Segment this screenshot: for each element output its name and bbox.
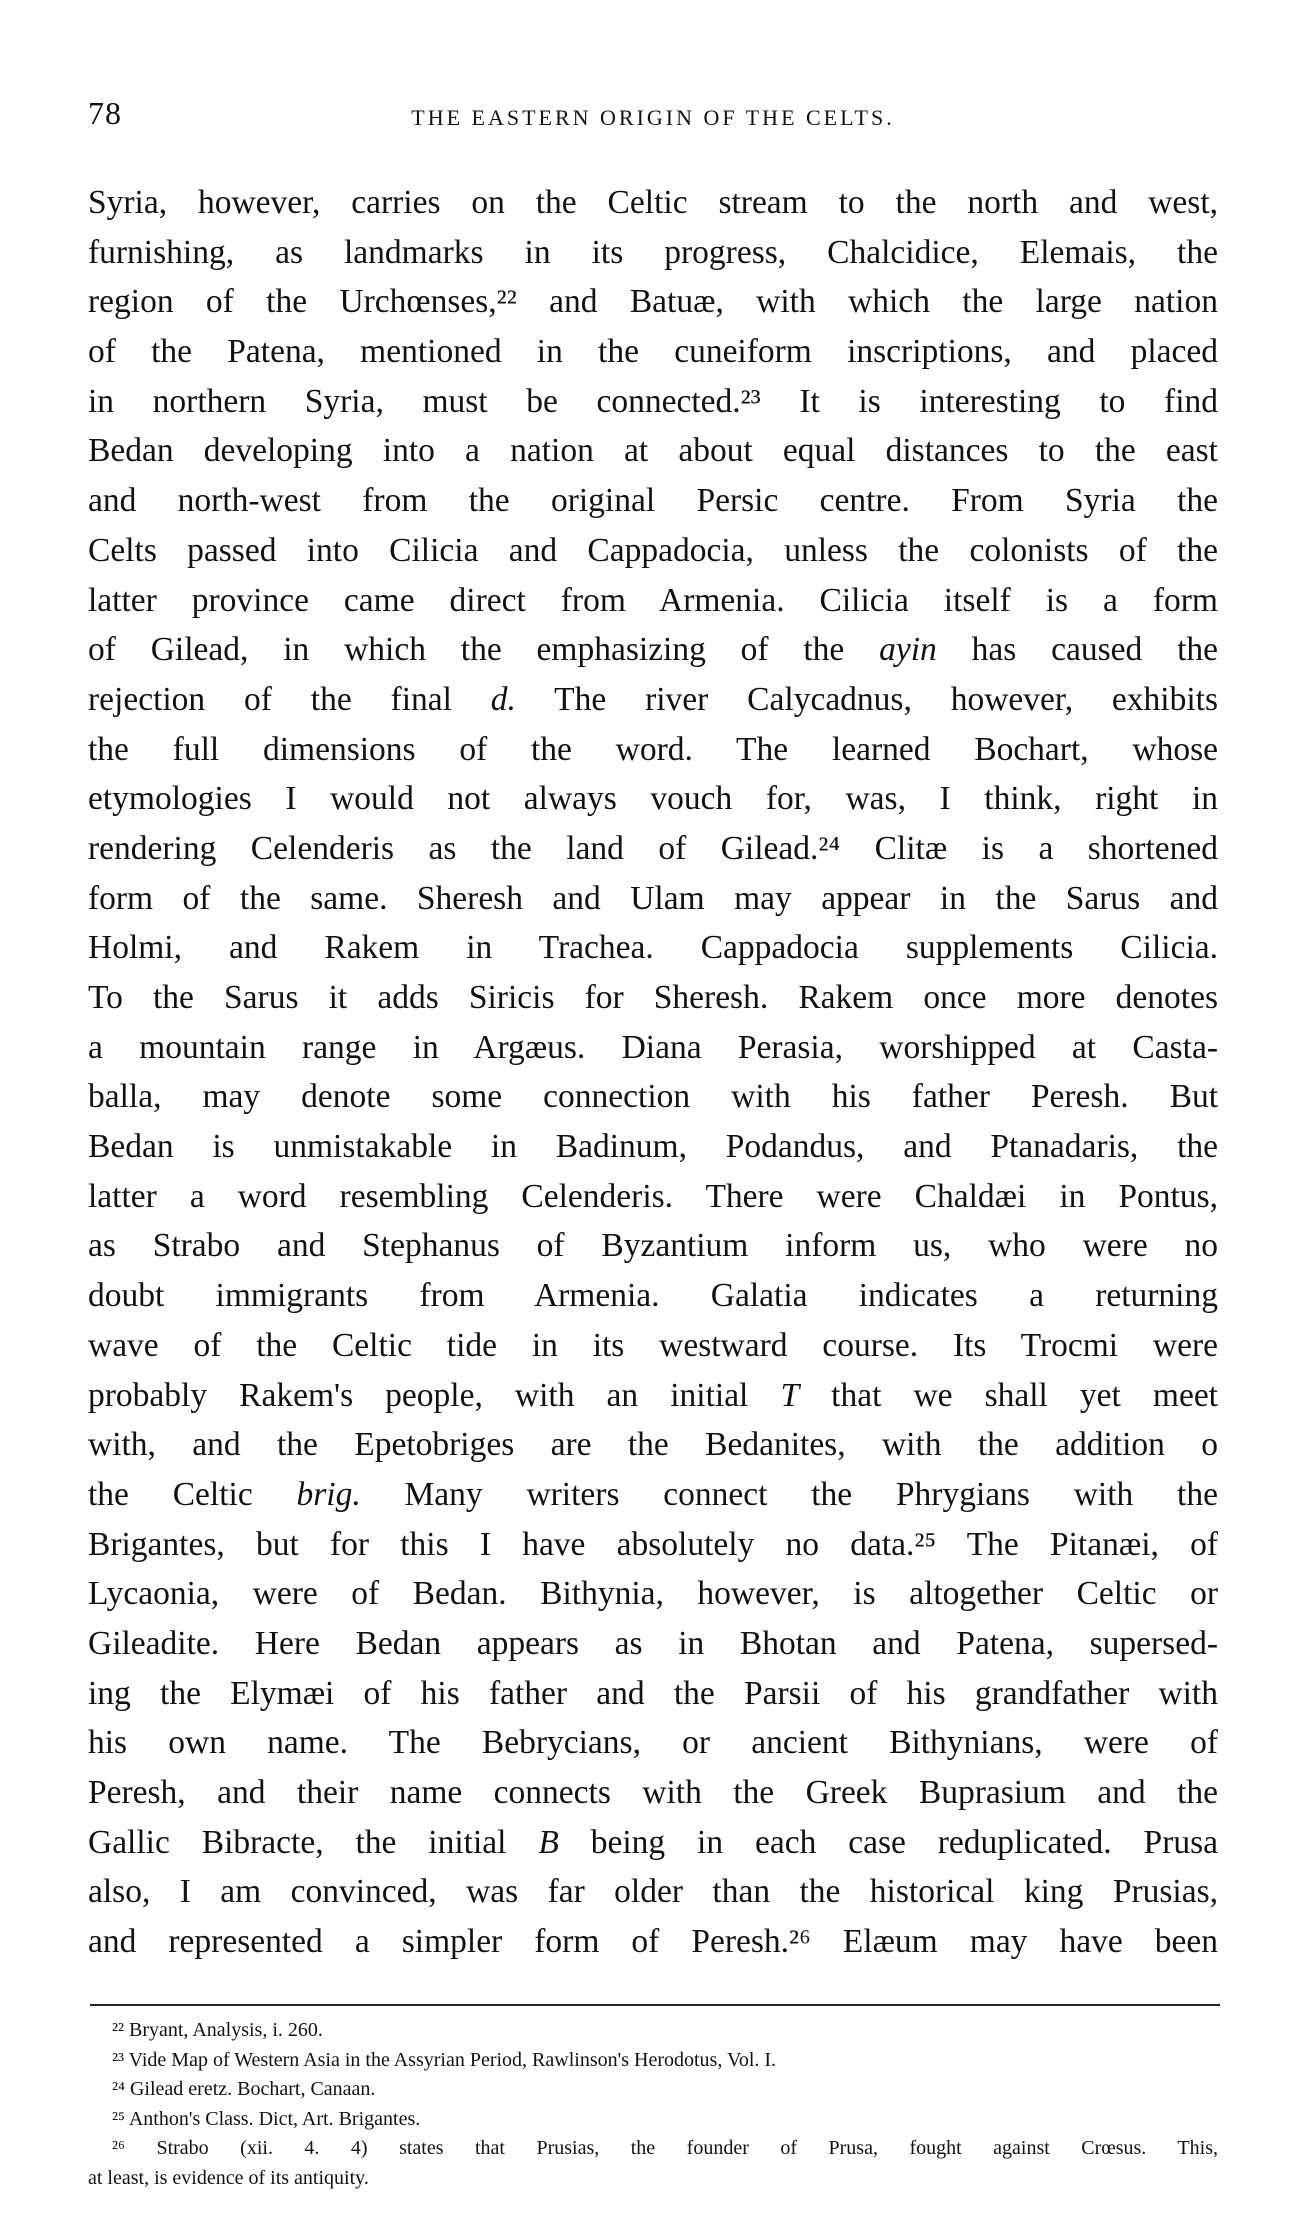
text-line: Holmi, and Rakem in Trachea. Cappadocia supplements Cilicia. — [88, 929, 1218, 967]
text-line: and represented a simpler form of Peresh.²⁶ Elæum may have been — [88, 1923, 1218, 1961]
page-number: 78 — [88, 95, 122, 131]
text-line: the full dimensions of the word. The learned Bochart, whose — [88, 730, 1218, 768]
text-line: wave of the Celtic tide in its westward course. Its Trocmi were — [88, 1326, 1218, 1364]
text-line: Bedan is unmistakable in Badinum, Podandus, and Ptanadaris, the — [88, 1128, 1218, 1166]
text-line: Brigantes, but for this I have absolutely no data.²⁵ The Pitanæi, of — [88, 1525, 1218, 1563]
footnote: ²² Bryant, Analysis, i. 260. — [112, 2019, 323, 2041]
footnote: ²⁴ Gilead eretz. Bochart, Canaan. — [112, 2078, 376, 2100]
text-line: Celts passed into Cilicia and Cappadocia, unless the colonists of the — [88, 531, 1218, 569]
text-line: Peresh, and their name connects with the Greek Buprasium and the — [88, 1774, 1218, 1811]
footnote: ²⁵ Anthon's Class. Dict, Art. Brigantes. — [112, 2107, 421, 2130]
running-title: THE EASTERN ORIGIN OF THE CELTS. — [411, 105, 895, 130]
text-line: ing the Elymæi of his father and the Parsii of his grandfather with — [88, 1674, 1218, 1712]
text-line: rendering Celenderis as the land of Gilead.²⁴ Clitæ is a shortened — [88, 829, 1218, 867]
footnote-continuation: at least, is evidence of its antiquity. — [88, 2166, 369, 2189]
text-line: Gileadite. Here Bedan appears as in Bhotan and Patena, supersed- — [88, 1624, 1218, 1662]
text-line: furnishing, as landmarks in its progress, Chalcidice, Elemais, the — [88, 233, 1218, 271]
text-line: latter province came direct from Armenia. Cilicia itself is a form — [88, 581, 1218, 619]
page-header — [88, 95, 1218, 145]
text-line: latter a word resembling Celenderis. There were Chaldæi in Pontus, — [88, 1177, 1218, 1215]
text-line: a mountain range in Argæus. Diana Perasia, worshipped at Casta- — [88, 1028, 1218, 1066]
text-line: etymologies I would not always vouch for, was, I think, right in — [88, 780, 1218, 818]
text-line: of Gilead, in which the emphasizing of the ayin has caused the — [88, 631, 1218, 669]
footnote: ²⁶ Strabo (xii. 4. 4) states that Prusias, the founder of Prusa, fought against Crœsus. This, — [112, 2137, 1218, 2159]
text-line: probably Rakem's people, with an initial T that we shall yet meet — [88, 1376, 1218, 1414]
text-line: as Strabo and Stephanus of Byzantium inform us, who were no — [88, 1227, 1218, 1265]
text-line: with, and the Epetobriges are the Bedanites, with the addition o — [88, 1426, 1218, 1464]
text-line: also, I am convinced, was far older than the historical king Prusias, — [88, 1873, 1218, 1911]
text-line: form of the same. Sheresh and Ulam may appear in the Sarus and — [88, 879, 1218, 917]
footnote: ²³ Vide Map of Western Asia in the Assyrian Period, Rawlinson's Herodotus, Vol. I. — [112, 2048, 777, 2071]
text-line: Bedan developing into a nation at about equal distances to the east — [88, 432, 1218, 470]
text-line: Gallic Bibracte, the initial B being in each case reduplicated. Prusa — [88, 1823, 1218, 1861]
footnote-rule — [90, 2004, 1220, 2006]
text-line: and north-west from the original Persic centre. From Syria the — [88, 482, 1218, 520]
text-line: To the Sarus it adds Siricis for Sheresh. Rakem once more denotes — [88, 979, 1218, 1016]
text-line: his own name. The Bebrycians, or ancient Bithynians, were of — [88, 1724, 1218, 1762]
body-text — [88, 178, 1218, 1967]
text-line: Lycaonia, were of Bedan. Bithynia, however, is altogether Celtic or — [88, 1575, 1218, 1613]
text-line: of the Patena, mentioned in the cuneiform inscriptions, and placed — [88, 333, 1218, 371]
footnotes — [88, 2016, 1218, 2193]
text-line: in northern Syria, must be connected.²³ It is interesting to find — [88, 382, 1218, 420]
text-line: region of the Urchœnses,²² and Batuæ, with which the large nation — [88, 283, 1218, 321]
text-line: doubt immigrants from Armenia. Galatia indicates a returning — [88, 1277, 1218, 1315]
text-line: the Celtic brig. Many writers connect the Phrygians with the — [88, 1475, 1218, 1513]
text-line: balla, may denote some connection with his father Peresh. But — [88, 1078, 1218, 1116]
text-line: Syria, however, carries on the Celtic stream to the north and west, — [88, 184, 1218, 221]
text-line: rejection of the final d. The river Calycadnus, however, exhibits — [88, 680, 1218, 718]
